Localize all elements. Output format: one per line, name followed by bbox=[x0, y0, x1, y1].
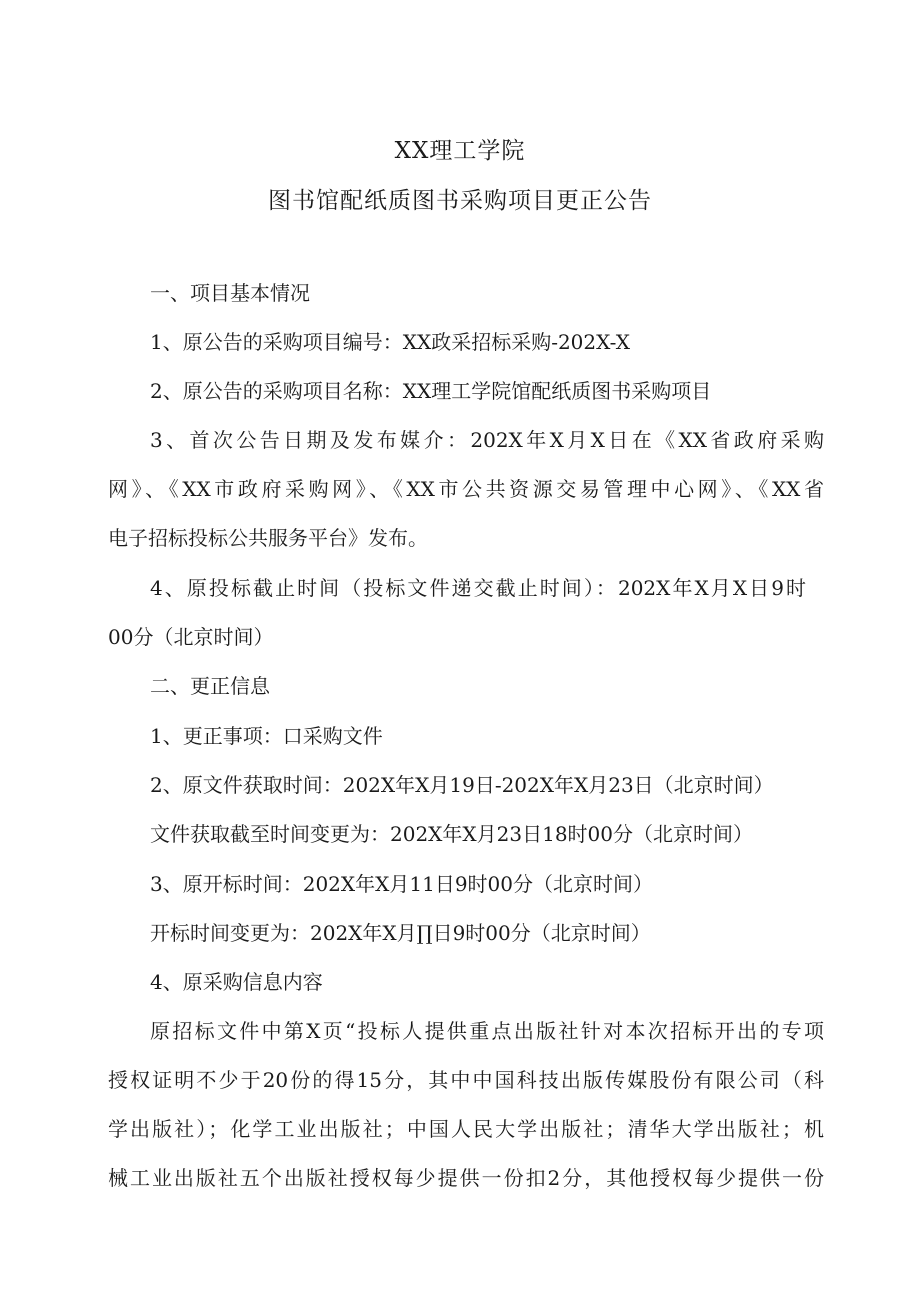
institution-title: XX理工学院 bbox=[394, 138, 526, 164]
first-announcement-line-1: 3、首次公告日期及发布媒介：202X年X月X日在《XX省政府采购 bbox=[150, 428, 824, 452]
original-info-paragraph-line-4: 械工业出版社五个出版社授权每少提供一份扣2分，其他授权每少提供一份 bbox=[108, 1166, 824, 1190]
first-announcement-line-3: 电子招标投标公共服务平台》发布。 bbox=[108, 526, 428, 550]
project-number-line: 1、原公告的采购项目编号：XX政采招标采购-202X-X bbox=[150, 330, 630, 354]
new-opening-time-line: 开标时间变更为：202X年X月∏日9时00分（北京时间） bbox=[150, 921, 651, 945]
original-info-paragraph-line-3: 学出版社）；化学工业出版社；中国人民大学出版社；清华大学出版社；机 bbox=[108, 1117, 824, 1141]
section-heading-correction: 二、更正信息 bbox=[150, 674, 270, 698]
new-acquisition-deadline-line: 文件获取截至时间变更为：202X年X月23日18时00分（北京时间） bbox=[150, 822, 753, 846]
original-acquisition-time-line: 2、原文件获取时间：202X年X月19日-202X年X月23日（北京时间） bbox=[150, 773, 774, 797]
section-heading-basic-info: 一、项目基本情况 bbox=[150, 281, 310, 305]
original-info-paragraph-line-2: 授权证明不少于20份的得15分，其中中国科技出版传媒股份有限公司（科 bbox=[108, 1068, 824, 1092]
correction-item-line: 1、更正事项：口采购文件 bbox=[150, 724, 383, 748]
first-announcement-line-2: 网》、《XX市政府采购网》、《XX市公共资源交易管理中心网》、《XX省 bbox=[108, 477, 824, 501]
project-name-line: 2、原公告的采购项目名称：XX理工学院馆配纸质图书采购项目 bbox=[150, 379, 712, 403]
bid-deadline-line-1: 4、原投标截止时间（投标文件递交截止时间）：202X年X月X日9时 bbox=[150, 576, 806, 600]
bid-deadline-line-2: 00分（北京时间） bbox=[108, 625, 274, 649]
announcement-title: 图书馆配纸质图书采购项目更正公告 bbox=[268, 188, 652, 214]
original-opening-time-line: 3、原开标时间：202X年X月11日9时00分（北京时间） bbox=[150, 872, 653, 896]
original-info-heading: 4、原采购信息内容 bbox=[150, 970, 323, 994]
original-info-paragraph-line-1: 原招标文件中第X页“投标人提供重点出版社针对本次招标开出的专项 bbox=[150, 1019, 824, 1043]
